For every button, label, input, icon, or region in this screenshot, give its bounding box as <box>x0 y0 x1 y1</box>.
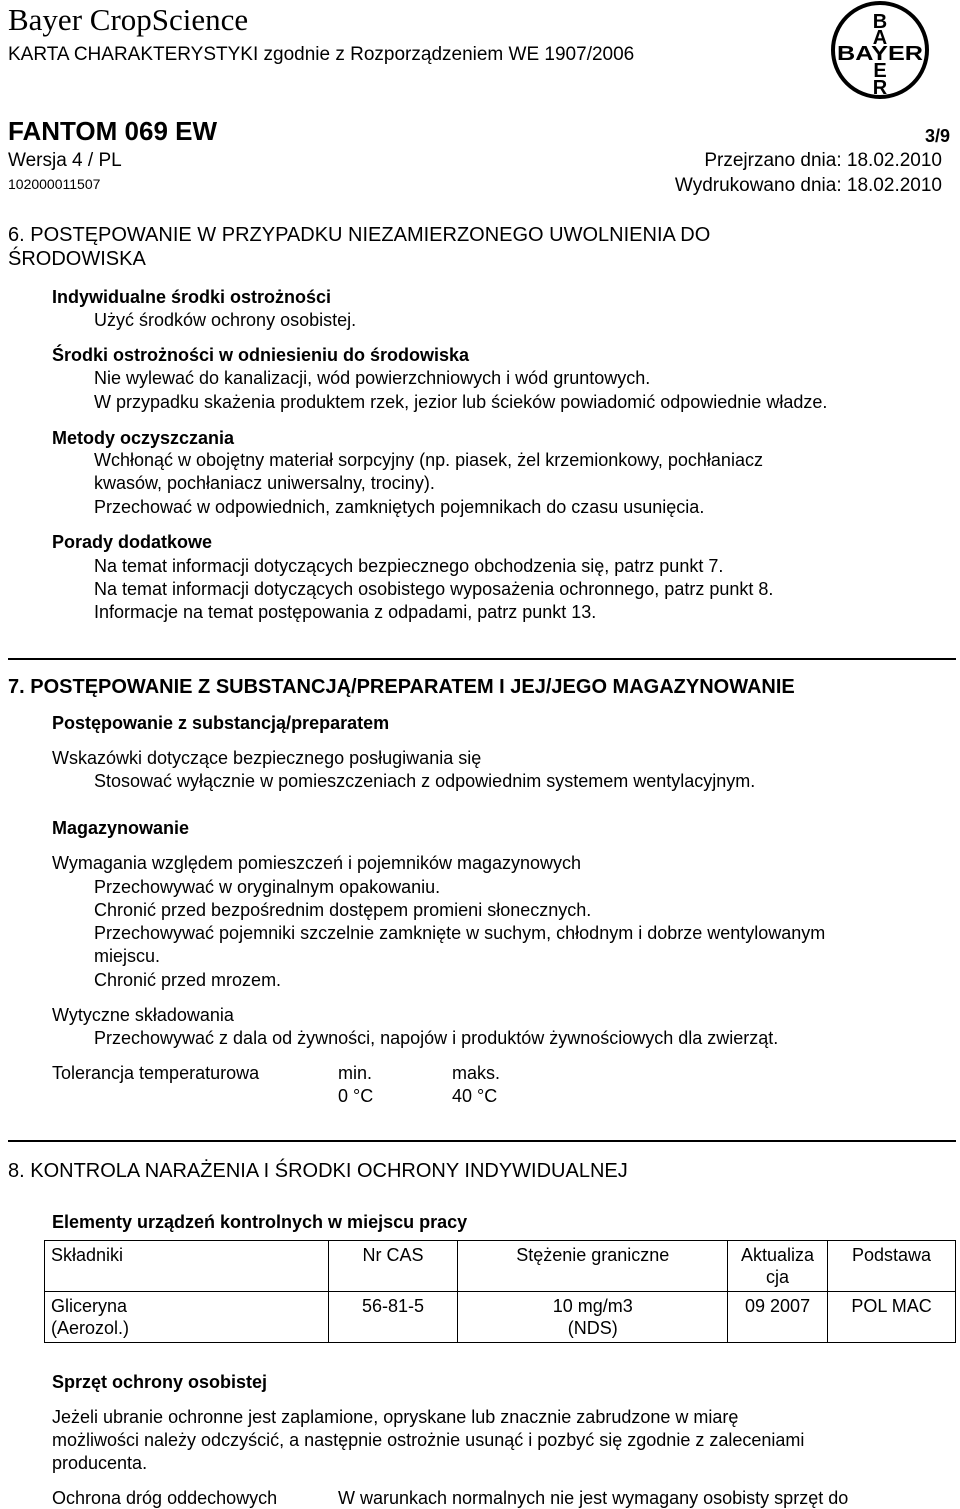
additional-advice-heading: Porady dodatkowe <box>52 532 213 552</box>
respiratory-protection-text: W warunkach normalnych nie jest wymagany osobisty sprzęt do <box>338 1488 849 1508</box>
section6-title-line1: 6. POSTĘPOWANIE W PRZYPADKU NIEZAMIERZONEGO UWOLNIENIA DO <box>8 224 711 246</box>
storage-requirement-3-cont: miejscu. <box>94 946 161 966</box>
document-title: KARTA CHARAKTERYSTYKI zgodnie z Rozporządzeniem WE 1907/2006 <box>8 44 635 65</box>
additional-advice-1: Na temat informacji dotyczących bezpiecznego obchodzenia się, patrz punkt 7. <box>94 556 724 576</box>
product-code: 102000011507 <box>8 176 101 192</box>
cell-basis: POL MAC <box>828 1292 956 1343</box>
environmental-precautions-heading: Środki ostrożności w odniesieniu do środowiska <box>52 345 470 365</box>
safe-handling-text: Stosować wyłącznie w pomieszczeniach z odpowiednim systemem wentylacyjnym. <box>94 771 756 791</box>
storage-requirement-4: Chronić przed mrozem. <box>94 970 282 990</box>
product-name: FANTOM 069 EW <box>8 116 218 146</box>
print-date: Wydrukowano dnia: 18.02.2010 <box>674 175 942 196</box>
storage-requirement-1: Przechowywać w oryginalnym opakowaniu. <box>94 877 441 897</box>
additional-advice-2: Na temat informacji dotyczących osobistego wyposażenia ochronnego, patrz punkt 8. <box>94 579 774 599</box>
svg-text:E: E <box>873 60 887 82</box>
company-name: Bayer CropScience <box>8 2 249 37</box>
section6-title-line2: ŚRODOWISKA <box>8 248 146 270</box>
cell-updated: 09 2007 <box>728 1292 828 1343</box>
col-header-basis: Podstawa <box>828 1241 956 1292</box>
cleanup-methods-heading: Metody oczyszczania <box>52 428 235 448</box>
handling-heading: Postępowanie z substancją/preparatem <box>52 713 390 733</box>
ppe-text-2: możliwości należy odczyścić, a następnie ostrożnie usunąć i pozbyć się zgodnie z zaleceniami <box>52 1430 805 1450</box>
table-header-row <box>45 1241 956 1292</box>
version: Wersja 4 / PL <box>8 150 122 171</box>
col-header-cas: Nr CAS <box>328 1241 458 1292</box>
review-date: Przejrzano dnia: 18.02.2010 <box>704 150 942 171</box>
cleanup-text-2: kwasów, pochłaniacz uniwersalny, trociny). <box>94 473 435 493</box>
storage-requirements-heading: Wymagania względem pomieszczeń i pojemników magazynowych <box>52 853 582 873</box>
cell-component: Gliceryna (Aerozol.) <box>45 1292 329 1343</box>
exposure-limits-table <box>44 1240 956 1343</box>
bayer-logo <box>830 0 958 104</box>
storage-guidelines-heading: Wytyczne składowania <box>52 1005 234 1025</box>
section7-title: 7. POSTĘPOWANIE Z SUBSTANCJĄ/PREPARATEM I JEJ/JEGO MAGAZYNOWANIE <box>8 676 795 698</box>
storage-guidelines-text: Przechowywać z dala od żywności, napojów i produktów żywnościowych dla zwierząt. <box>94 1028 779 1048</box>
environmental-text-1: Nie wylewać do kanalizacji, wód powierzchniowych i wód gruntowych. <box>94 368 651 388</box>
temperature-max-label: maks. <box>452 1063 501 1083</box>
ppe-text-1: Jeżeli ubranie ochronne jest zaplamione, opryskane lub znacznie zabrudzone w miarę <box>52 1407 739 1427</box>
col-header-limit: Stężenie graniczne <box>458 1241 728 1292</box>
section-divider <box>8 658 956 660</box>
col-header-components: Składniki <box>45 1241 329 1292</box>
temperature-min-value: 0 °C <box>338 1086 374 1106</box>
personal-precautions-text: Użyć środków ochrony osobistej. <box>94 310 357 330</box>
svg-text:A: A <box>872 27 888 49</box>
safe-handling-heading: Wskazówki dotyczące bezpiecznego posługiwania się <box>52 748 482 768</box>
cleanup-text-1: Wchłonąć w obojętny materiał sorpcyjny (np. piasek, żel krzemionkowy, pochłaniacz <box>94 450 763 470</box>
storage-requirement-2: Chronić przed bezpośrednim dostępem promieni słonecznych. <box>94 900 592 920</box>
additional-advice-3: Informacje na temat postępowania z odpadami, patrz punkt 13. <box>94 602 597 622</box>
personal-precautions-heading: Indywidualne środki ostrożności <box>52 287 332 307</box>
ppe-heading: Sprzęt ochrony osobistej <box>52 1372 268 1392</box>
cell-cas: 56-81-5 <box>328 1292 458 1343</box>
section8-title: 8. KONTROLA NARAŻENIA I ŚRODKI OCHRONY INDYWIDUALNEJ <box>8 1160 628 1182</box>
table-row <box>45 1292 956 1343</box>
page-number: 3/9 <box>924 126 950 146</box>
respiratory-protection-label: Ochrona dróg oddechowych <box>52 1488 278 1508</box>
storage-heading: Magazynowanie <box>52 818 190 838</box>
storage-requirement-3: Przechowywać pojemniki szczelnie zamknięte w suchym, chłodnym i dobrze wentylowanym <box>94 923 826 943</box>
control-elements-heading: Elementy urządzeń kontrolnych w miejscu pracy <box>52 1212 468 1232</box>
temperature-tolerance-label: Tolerancja temperaturowa <box>52 1063 260 1083</box>
environmental-text-2: W przypadku skażenia produktem rzek, jezior lub ścieków powiadomić odpowiednie władze. <box>94 392 828 412</box>
temperature-min-label: min. <box>338 1063 373 1083</box>
section-divider <box>8 1140 956 1142</box>
cell-limit: 10 mg/m3 (NDS) <box>458 1292 728 1343</box>
ppe-text-3: producenta. <box>52 1453 148 1473</box>
cleanup-text-3: Przechować w odpowiednich, zamkniętych pojemnikach do czasu usunięcia. <box>94 497 705 517</box>
svg-text:R: R <box>872 77 888 99</box>
svg-text:B: B <box>872 11 888 33</box>
temperature-max-value: 40 °C <box>452 1086 498 1106</box>
col-header-updated: Aktualiza cja <box>728 1241 828 1292</box>
svg-text:BAYER: BAYER <box>837 43 924 65</box>
